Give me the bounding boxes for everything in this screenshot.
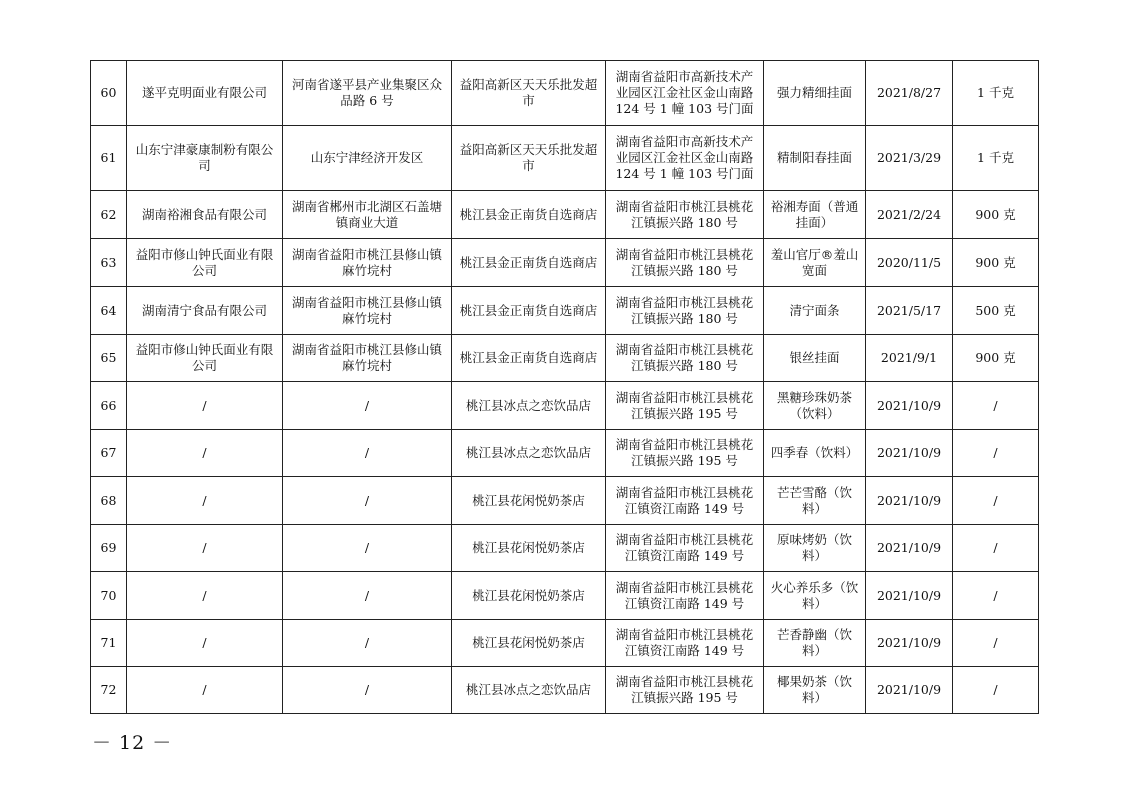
page-number: － 12 － <box>92 732 173 754</box>
cell-product-name: 四季春（饮料） <box>764 430 866 477</box>
table-row <box>91 61 1039 126</box>
cell-product-name: 原味烤奶（饮料） <box>764 525 866 572</box>
cell-seller-name: 桃江县金正南货自选商店 <box>452 191 606 239</box>
cell-specification: 500 克 <box>953 287 1039 335</box>
cell-producer-address: / <box>283 667 452 714</box>
cell-producer-name: / <box>127 572 283 620</box>
cell-row-number: 69 <box>91 525 127 572</box>
cell-seller-name: 桃江县金正南货自选商店 <box>452 239 606 287</box>
cell-product-name: 裕湘寿面（普通挂面） <box>764 191 866 239</box>
cell-producer-name: / <box>127 382 283 430</box>
cell-specification: / <box>953 572 1039 620</box>
cell-producer-name: 遂平克明面业有限公司 <box>127 61 283 126</box>
cell-seller-address: 湖南省益阳市高新技术产业园区江金社区金山南路 124 号 1 幢 103 号门面 <box>606 126 764 191</box>
cell-row-number: 62 <box>91 191 127 239</box>
cell-product-name: 清宁面条 <box>764 287 866 335</box>
cell-specification: / <box>953 667 1039 714</box>
cell-product-name: 精制阳春挂面 <box>764 126 866 191</box>
table-row <box>91 287 1039 335</box>
cell-specification: 1 千克 <box>953 61 1039 126</box>
cell-production-date: 2021/10/9 <box>866 667 953 714</box>
cell-seller-address: 湖南省益阳市桃江县桃花江镇资江南路 149 号 <box>606 477 764 525</box>
cell-seller-name: 桃江县冰点之恋饮品店 <box>452 382 606 430</box>
cell-seller-name: 桃江县花闲悦奶茶店 <box>452 477 606 525</box>
cell-producer-address: 河南省遂平县产业集聚区众品路 6 号 <box>283 61 452 126</box>
cell-seller-name: 桃江县冰点之恋饮品店 <box>452 430 606 477</box>
cell-seller-address: 湖南省益阳市桃江县桃花江镇振兴路 180 号 <box>606 335 764 382</box>
cell-seller-name: 桃江县冰点之恋饮品店 <box>452 667 606 714</box>
cell-specification: / <box>953 430 1039 477</box>
cell-seller-address: 湖南省益阳市桃江县桃花江镇振兴路 195 号 <box>606 430 764 477</box>
cell-specification: / <box>953 620 1039 667</box>
cell-seller-name: 桃江县花闲悦奶茶店 <box>452 572 606 620</box>
cell-specification: 1 千克 <box>953 126 1039 191</box>
cell-producer-address: / <box>283 382 452 430</box>
cell-producer-address: / <box>283 572 452 620</box>
cell-production-date: 2021/9/1 <box>866 335 953 382</box>
table-row <box>91 335 1039 382</box>
cell-seller-address: 湖南省益阳市桃江县桃花江镇振兴路 195 号 <box>606 667 764 714</box>
cell-production-date: 2021/10/9 <box>866 382 953 430</box>
cell-production-date: 2021/10/9 <box>866 620 953 667</box>
cell-production-date: 2021/10/9 <box>866 572 953 620</box>
cell-producer-address: / <box>283 525 452 572</box>
cell-seller-address: 湖南省益阳市桃江县桃花江镇振兴路 180 号 <box>606 239 764 287</box>
cell-seller-name: 桃江县金正南货自选商店 <box>452 287 606 335</box>
cell-producer-name: / <box>127 477 283 525</box>
cell-seller-address: 湖南省益阳市桃江县桃花江镇资江南路 149 号 <box>606 525 764 572</box>
cell-seller-address: 湖南省益阳市桃江县桃花江镇振兴路 180 号 <box>606 287 764 335</box>
cell-product-name: 羞山官厅®羞山宽面 <box>764 239 866 287</box>
table-row <box>91 382 1039 430</box>
cell-row-number: 63 <box>91 239 127 287</box>
cell-seller-name: 益阳高新区天天乐批发超市 <box>452 61 606 126</box>
cell-product-name: 芒香静幽（饮料） <box>764 620 866 667</box>
table-row <box>91 477 1039 525</box>
cell-product-name: 椰果奶茶（饮料） <box>764 667 866 714</box>
cell-seller-name: 益阳高新区天天乐批发超市 <box>452 126 606 191</box>
cell-seller-address: 湖南省益阳市桃江县桃花江镇振兴路 195 号 <box>606 382 764 430</box>
cell-producer-address: 湖南省益阳市桃江县修山镇麻竹垸村 <box>283 335 452 382</box>
cell-row-number: 71 <box>91 620 127 667</box>
cell-production-date: 2021/10/9 <box>866 477 953 525</box>
cell-product-name: 火心养乐多（饮料） <box>764 572 866 620</box>
table-row <box>91 430 1039 477</box>
cell-production-date: 2020/11/5 <box>866 239 953 287</box>
cell-producer-name: / <box>127 620 283 667</box>
cell-producer-name: 山东宁津豪康制粉有限公司 <box>127 126 283 191</box>
cell-row-number: 60 <box>91 61 127 126</box>
cell-seller-address: 湖南省益阳市桃江县桃花江镇资江南路 149 号 <box>606 620 764 667</box>
cell-producer-address: 山东宁津经济开发区 <box>283 126 452 191</box>
cell-production-date: 2021/5/17 <box>866 287 953 335</box>
cell-producer-name: / <box>127 667 283 714</box>
cell-production-date: 2021/3/29 <box>866 126 953 191</box>
cell-production-date: 2021/10/9 <box>866 430 953 477</box>
cell-producer-name: 湖南裕湘食品有限公司 <box>127 191 283 239</box>
cell-row-number: 66 <box>91 382 127 430</box>
cell-producer-address: 湖南省益阳市桃江县修山镇麻竹垸村 <box>283 287 452 335</box>
cell-specification: / <box>953 382 1039 430</box>
cell-row-number: 70 <box>91 572 127 620</box>
cell-producer-address: / <box>283 477 452 525</box>
cell-specification: 900 克 <box>953 335 1039 382</box>
cell-producer-name: 益阳市修山钟氏面业有限公司 <box>127 335 283 382</box>
cell-row-number: 72 <box>91 667 127 714</box>
cell-producer-address: / <box>283 620 452 667</box>
cell-specification: 900 克 <box>953 239 1039 287</box>
cell-producer-name: 益阳市修山钟氏面业有限公司 <box>127 239 283 287</box>
cell-row-number: 68 <box>91 477 127 525</box>
table-row <box>91 239 1039 287</box>
table-row <box>91 667 1039 714</box>
cell-production-date: 2021/2/24 <box>866 191 953 239</box>
cell-seller-address: 湖南省益阳市桃江县桃花江镇资江南路 149 号 <box>606 572 764 620</box>
cell-row-number: 64 <box>91 287 127 335</box>
cell-seller-address: 湖南省益阳市桃江县桃花江镇振兴路 180 号 <box>606 191 764 239</box>
table-row <box>91 572 1039 620</box>
cell-production-date: 2021/10/9 <box>866 525 953 572</box>
cell-producer-name: 湖南清宁食品有限公司 <box>127 287 283 335</box>
cell-row-number: 67 <box>91 430 127 477</box>
cell-row-number: 61 <box>91 126 127 191</box>
cell-specification: 900 克 <box>953 191 1039 239</box>
cell-product-name: 强力精细挂面 <box>764 61 866 126</box>
cell-specification: / <box>953 525 1039 572</box>
cell-producer-address: / <box>283 430 452 477</box>
cell-row-number: 65 <box>91 335 127 382</box>
cell-seller-name: 桃江县金正南货自选商店 <box>452 335 606 382</box>
cell-producer-address: 湖南省郴州市北湖区石盖塘镇商业大道 <box>283 191 452 239</box>
table-body <box>91 61 1039 714</box>
cell-producer-name: / <box>127 430 283 477</box>
sampling-results-table <box>90 60 1039 714</box>
cell-seller-name: 桃江县花闲悦奶茶店 <box>452 525 606 572</box>
cell-product-name: 银丝挂面 <box>764 335 866 382</box>
cell-producer-address: 湖南省益阳市桃江县修山镇麻竹垸村 <box>283 239 452 287</box>
table-row <box>91 620 1039 667</box>
cell-producer-name: / <box>127 525 283 572</box>
cell-specification: / <box>953 477 1039 525</box>
table-row <box>91 525 1039 572</box>
cell-seller-name: 桃江县花闲悦奶茶店 <box>452 620 606 667</box>
table-row <box>91 191 1039 239</box>
cell-production-date: 2021/8/27 <box>866 61 953 126</box>
cell-product-name: 芒芒雪酪（饮料） <box>764 477 866 525</box>
table-row <box>91 126 1039 191</box>
cell-seller-address: 湖南省益阳市高新技术产业园区江金社区金山南路 124 号 1 幢 103 号门面 <box>606 61 764 126</box>
cell-product-name: 黑糖珍珠奶茶（饮料） <box>764 382 866 430</box>
